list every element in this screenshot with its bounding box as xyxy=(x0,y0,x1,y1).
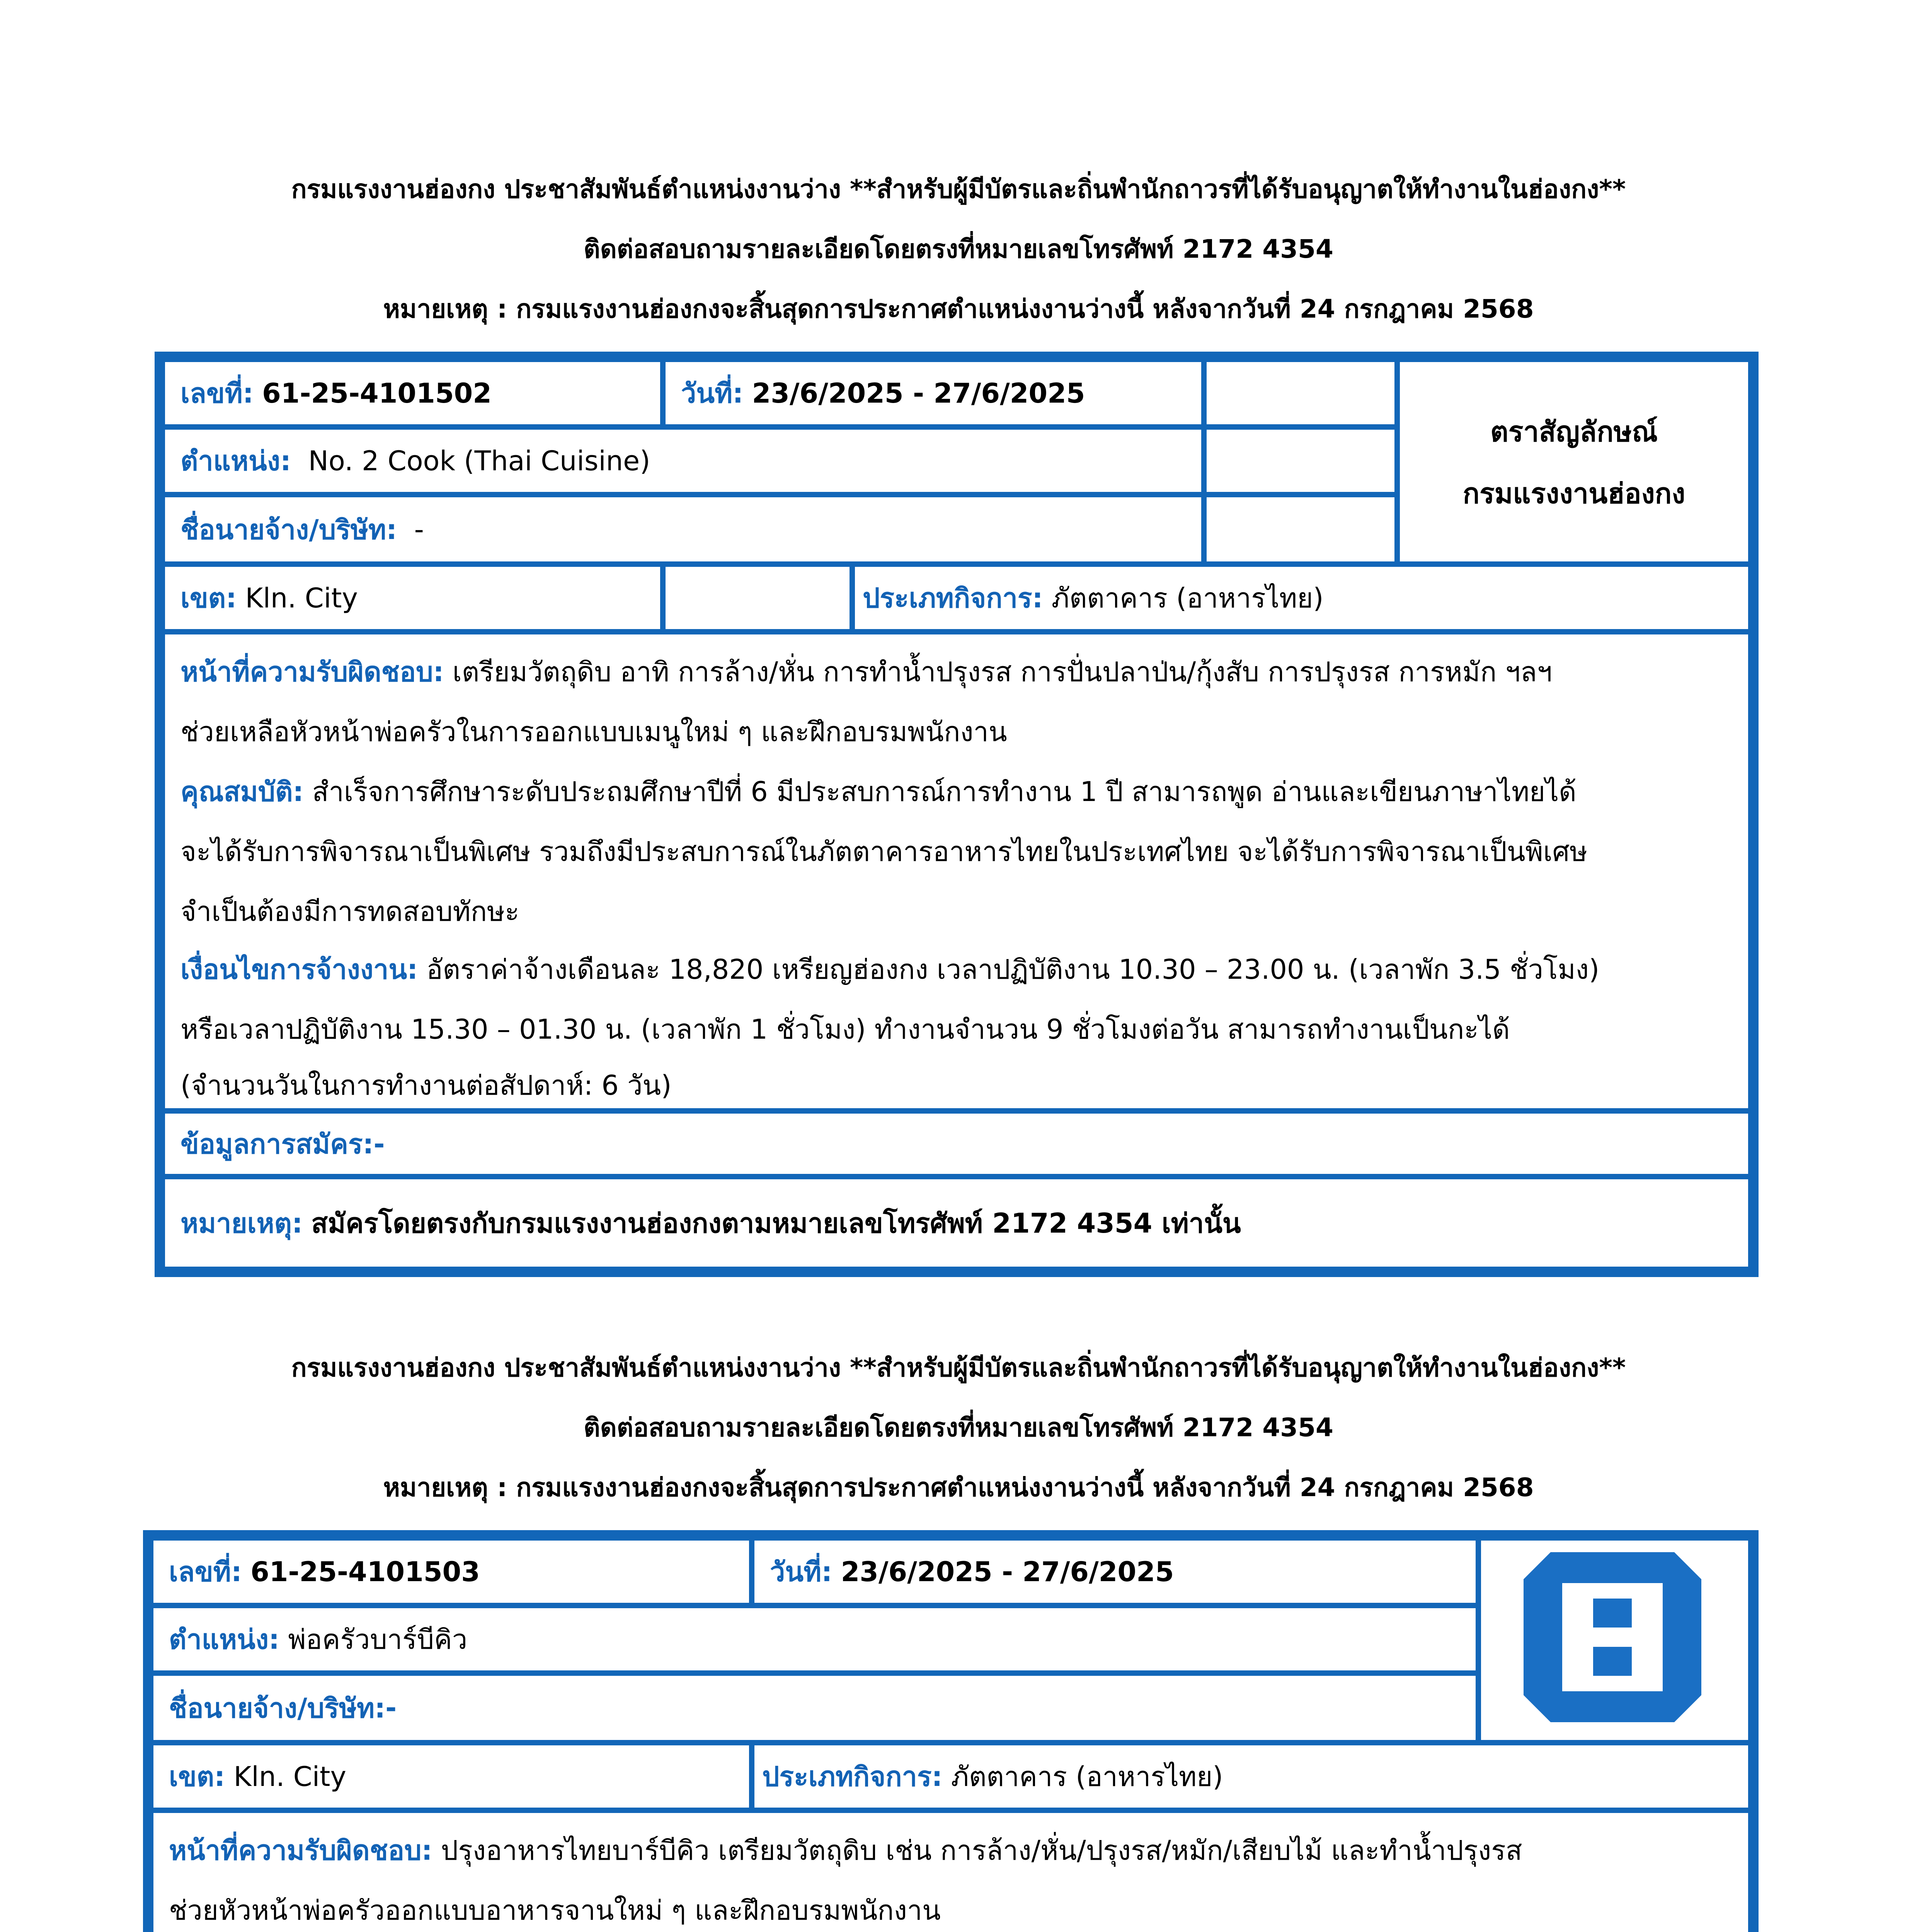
logo-text-1: ตราสัญลักษณ์ xyxy=(1490,415,1658,448)
qualifications-text: สำเร็จการศึกษาระดับประถมศึกษาปีที่ 6 มีประสบการณ์การทำงาน 1 ปี สามารถพูด อ่านและเขียนภาษาไทยได้ xyxy=(312,776,1577,808)
conditions-line-3: (จำนวนวันในการทำงานต่อสัปดาห์: 6 วัน) xyxy=(180,1070,672,1101)
duties-line-2: ช่วยเหลือหัวหน้าพ่อครัวในการออกแบบเมนูใหม่ ๆ และฝึกอบรมพนักงาน xyxy=(180,716,1007,748)
date-value: 23/6/2025 - 27/6/2025 xyxy=(841,1556,1174,1588)
date-cell xyxy=(663,359,1204,427)
date-label: วันที่: xyxy=(770,1556,833,1588)
duties-label: หน้าที่ความรับผิดชอบ: xyxy=(169,1835,432,1866)
empty-cell xyxy=(663,564,852,632)
details-cell xyxy=(151,1810,1751,1932)
header-line-1: กรมแรงงานฮ่องกง ประชาสัมพันธ์ตำแหน่งงานว่าง **สำหรับผู้มีบัตรและถิ่นพำนักถาวรที่ได้รับอนุญาตให้ทำงานในฮ่องกง** xyxy=(291,1353,1626,1383)
remark-cell xyxy=(162,1177,1751,1269)
duties-line-1 xyxy=(180,642,1740,702)
position-value: พ่อครัวบาร์บีคิว xyxy=(288,1624,468,1655)
header-line-2: ติดต่อสอบถามรายละเอียดโดยตรงที่หมายเลขโทรศัพท์ 2172 4354 xyxy=(584,234,1333,264)
logo-placeholder xyxy=(1397,359,1751,564)
business-cell xyxy=(852,564,1751,632)
district-cell xyxy=(162,564,663,632)
employer-cell xyxy=(162,495,1204,564)
ref-value: 61-25-4101502 xyxy=(262,377,492,409)
remark-value: สมัครโดยตรงกับกรมแรงงานฮ่องกงตามหมายเลขโทรศัพท์ 2172 4354 เท่านั้น xyxy=(311,1207,1241,1239)
header-line-3: หมายเหตุ : กรมแรงงานฮ่องกงจะสิ้นสุดการประกาศตำแหน่งงานว่างนี้ หลังจากวันที่ 24 กรกฎาคม 2568 xyxy=(383,1473,1534,1502)
empty-cell xyxy=(1204,359,1397,427)
ref-cell xyxy=(162,359,663,427)
ref-label: เลขที่: xyxy=(180,378,254,409)
remark-label: หมายเหตุ: xyxy=(180,1207,303,1239)
header-line-2: ติดต่อสอบถามรายละเอียดโดยตรงที่หมายเลขโทรศัพท์ 2172 4354 xyxy=(584,1413,1333,1442)
employer-label: ชื่อนายจ้าง/บริษัท: xyxy=(169,1692,386,1724)
district-value: Kln. City xyxy=(233,1760,346,1793)
duties-label: หน้าที่ความรับผิดชอบ: xyxy=(180,656,444,688)
business-cell xyxy=(752,1743,1751,1810)
business-label: ประเภทกิจการ: xyxy=(762,1761,943,1793)
position-label: ตำแหน่ง: xyxy=(169,1624,280,1655)
details-cell xyxy=(162,632,1751,1111)
district-cell xyxy=(151,1743,752,1810)
apply-cell xyxy=(162,1111,1751,1177)
header-line-3: หมายเหตุ : กรมแรงงานฮ่องกงจะสิ้นสุดการประกาศตำแหน่งงานว่างนี้ หลังจากวันที่ 24 กรกฎาคม 2568 xyxy=(383,294,1534,324)
employer-cell xyxy=(151,1673,1478,1743)
ref-label: เลขที่: xyxy=(169,1556,242,1588)
logo-cell xyxy=(1478,1538,1751,1743)
ref-cell xyxy=(151,1538,752,1605)
business-value: ภัตตาคาร (อาหารไทย) xyxy=(951,1761,1223,1793)
employer-value: - xyxy=(385,1692,397,1724)
empty-cell xyxy=(1204,495,1397,564)
conditions-line-1 xyxy=(180,940,1740,1000)
business-label: ประเภทกิจการ: xyxy=(863,582,1043,614)
duties-line-2: ช่วยหัวหน้าพ่อครัวออกแบบอาหารจานใหม่ ๆ และฝึกอบรมพนักงาน xyxy=(169,1895,941,1926)
header-line-1: กรมแรงงานฮ่องกง ประชาสัมพันธ์ตำแหน่งงานว่าง **สำหรับผู้มีบัตรและถิ่นพำนักถาวรที่ได้รับอนุญาตให้ทำงานในฮ่องกง** xyxy=(291,174,1626,204)
conditions-text: อัตราค่าจ้างเดือนละ 18,820 เหรียญฮ่องกง เวลาปฏิบัติงาน 10.30 – 23.00 น. (เวลาพัก 3.5 ชั่วโมง) xyxy=(426,954,1600,985)
labour-department-logo-icon xyxy=(1524,1552,1701,1722)
job-card-2 xyxy=(143,1530,1759,1932)
ref-value: 61-25-4101503 xyxy=(250,1556,480,1588)
duties-text: ปรุงอาหารไทยบาร์บีคิว เตรียมวัตถุดิบ เช่น การล้าง/หั่น/ปรุงรส/หมัก/เสียบไม้ และทำน้ำปรุงรส xyxy=(441,1835,1522,1866)
logo-text-2: กรมแรงงานฮ่องกง xyxy=(1462,477,1685,510)
district-value: Kln. City xyxy=(245,582,358,614)
date-value: 23/6/2025 - 27/6/2025 xyxy=(752,377,1085,409)
date-label: วันที่: xyxy=(681,378,744,409)
position-value: No. 2 Cook (Thai Cuisine) xyxy=(308,445,650,477)
qualifications-line-1 xyxy=(180,762,1740,822)
duties-text: เตรียมวัตถุดิบ อาทิ การล้าง/หั่น การทำน้ำปรุงรส การปั่นปลาป่น/กุ้งสับ การปรุงรส การหมัก ฯลฯ xyxy=(452,656,1552,688)
qualifications-label: คุณสมบัติ: xyxy=(180,776,304,808)
conditions-line-2: หรือเวลาปฏิบัติงาน 15.30 – 01.30 น. (เวลาพัก 1 ชั่วโมง) ทำงานจำนวน 9 ชั่วโมงต่อวัน สามารถทำงานเป็นกะได้ xyxy=(180,1014,1510,1045)
position-cell xyxy=(162,427,1204,495)
job-card-1 xyxy=(155,352,1759,1277)
duties-line-1 xyxy=(169,1821,1740,1881)
district-label: เขต: xyxy=(169,1761,225,1793)
position-cell xyxy=(151,1605,1478,1673)
position-label: ตำแหน่ง: xyxy=(180,445,291,477)
qualifications-line-2: จะได้รับการพิจารณาเป็นพิเศษ รวมถึงมีประสบการณ์ในภัตตาคารอาหารไทยในประเทศไทย จะได้รับการพิจารณาเป็นพิเศษ xyxy=(180,836,1588,867)
qualifications-line-3: จำเป็นต้องมีการทดสอบทักษะ xyxy=(180,896,519,927)
employer-label: ชื่อนายจ้าง/บริษัท: xyxy=(180,514,397,546)
district-label: เขต: xyxy=(180,582,237,614)
business-value: ภัตตาคาร (อาหารไทย) xyxy=(1051,582,1324,614)
date-cell xyxy=(752,1538,1478,1605)
conditions-label: เงื่อนไขการจ้างงาน: xyxy=(180,954,418,985)
empty-cell xyxy=(1204,427,1397,495)
apply-label: ข้อมูลการสมัคร:- xyxy=(180,1128,385,1160)
employer-value: - xyxy=(414,514,424,545)
